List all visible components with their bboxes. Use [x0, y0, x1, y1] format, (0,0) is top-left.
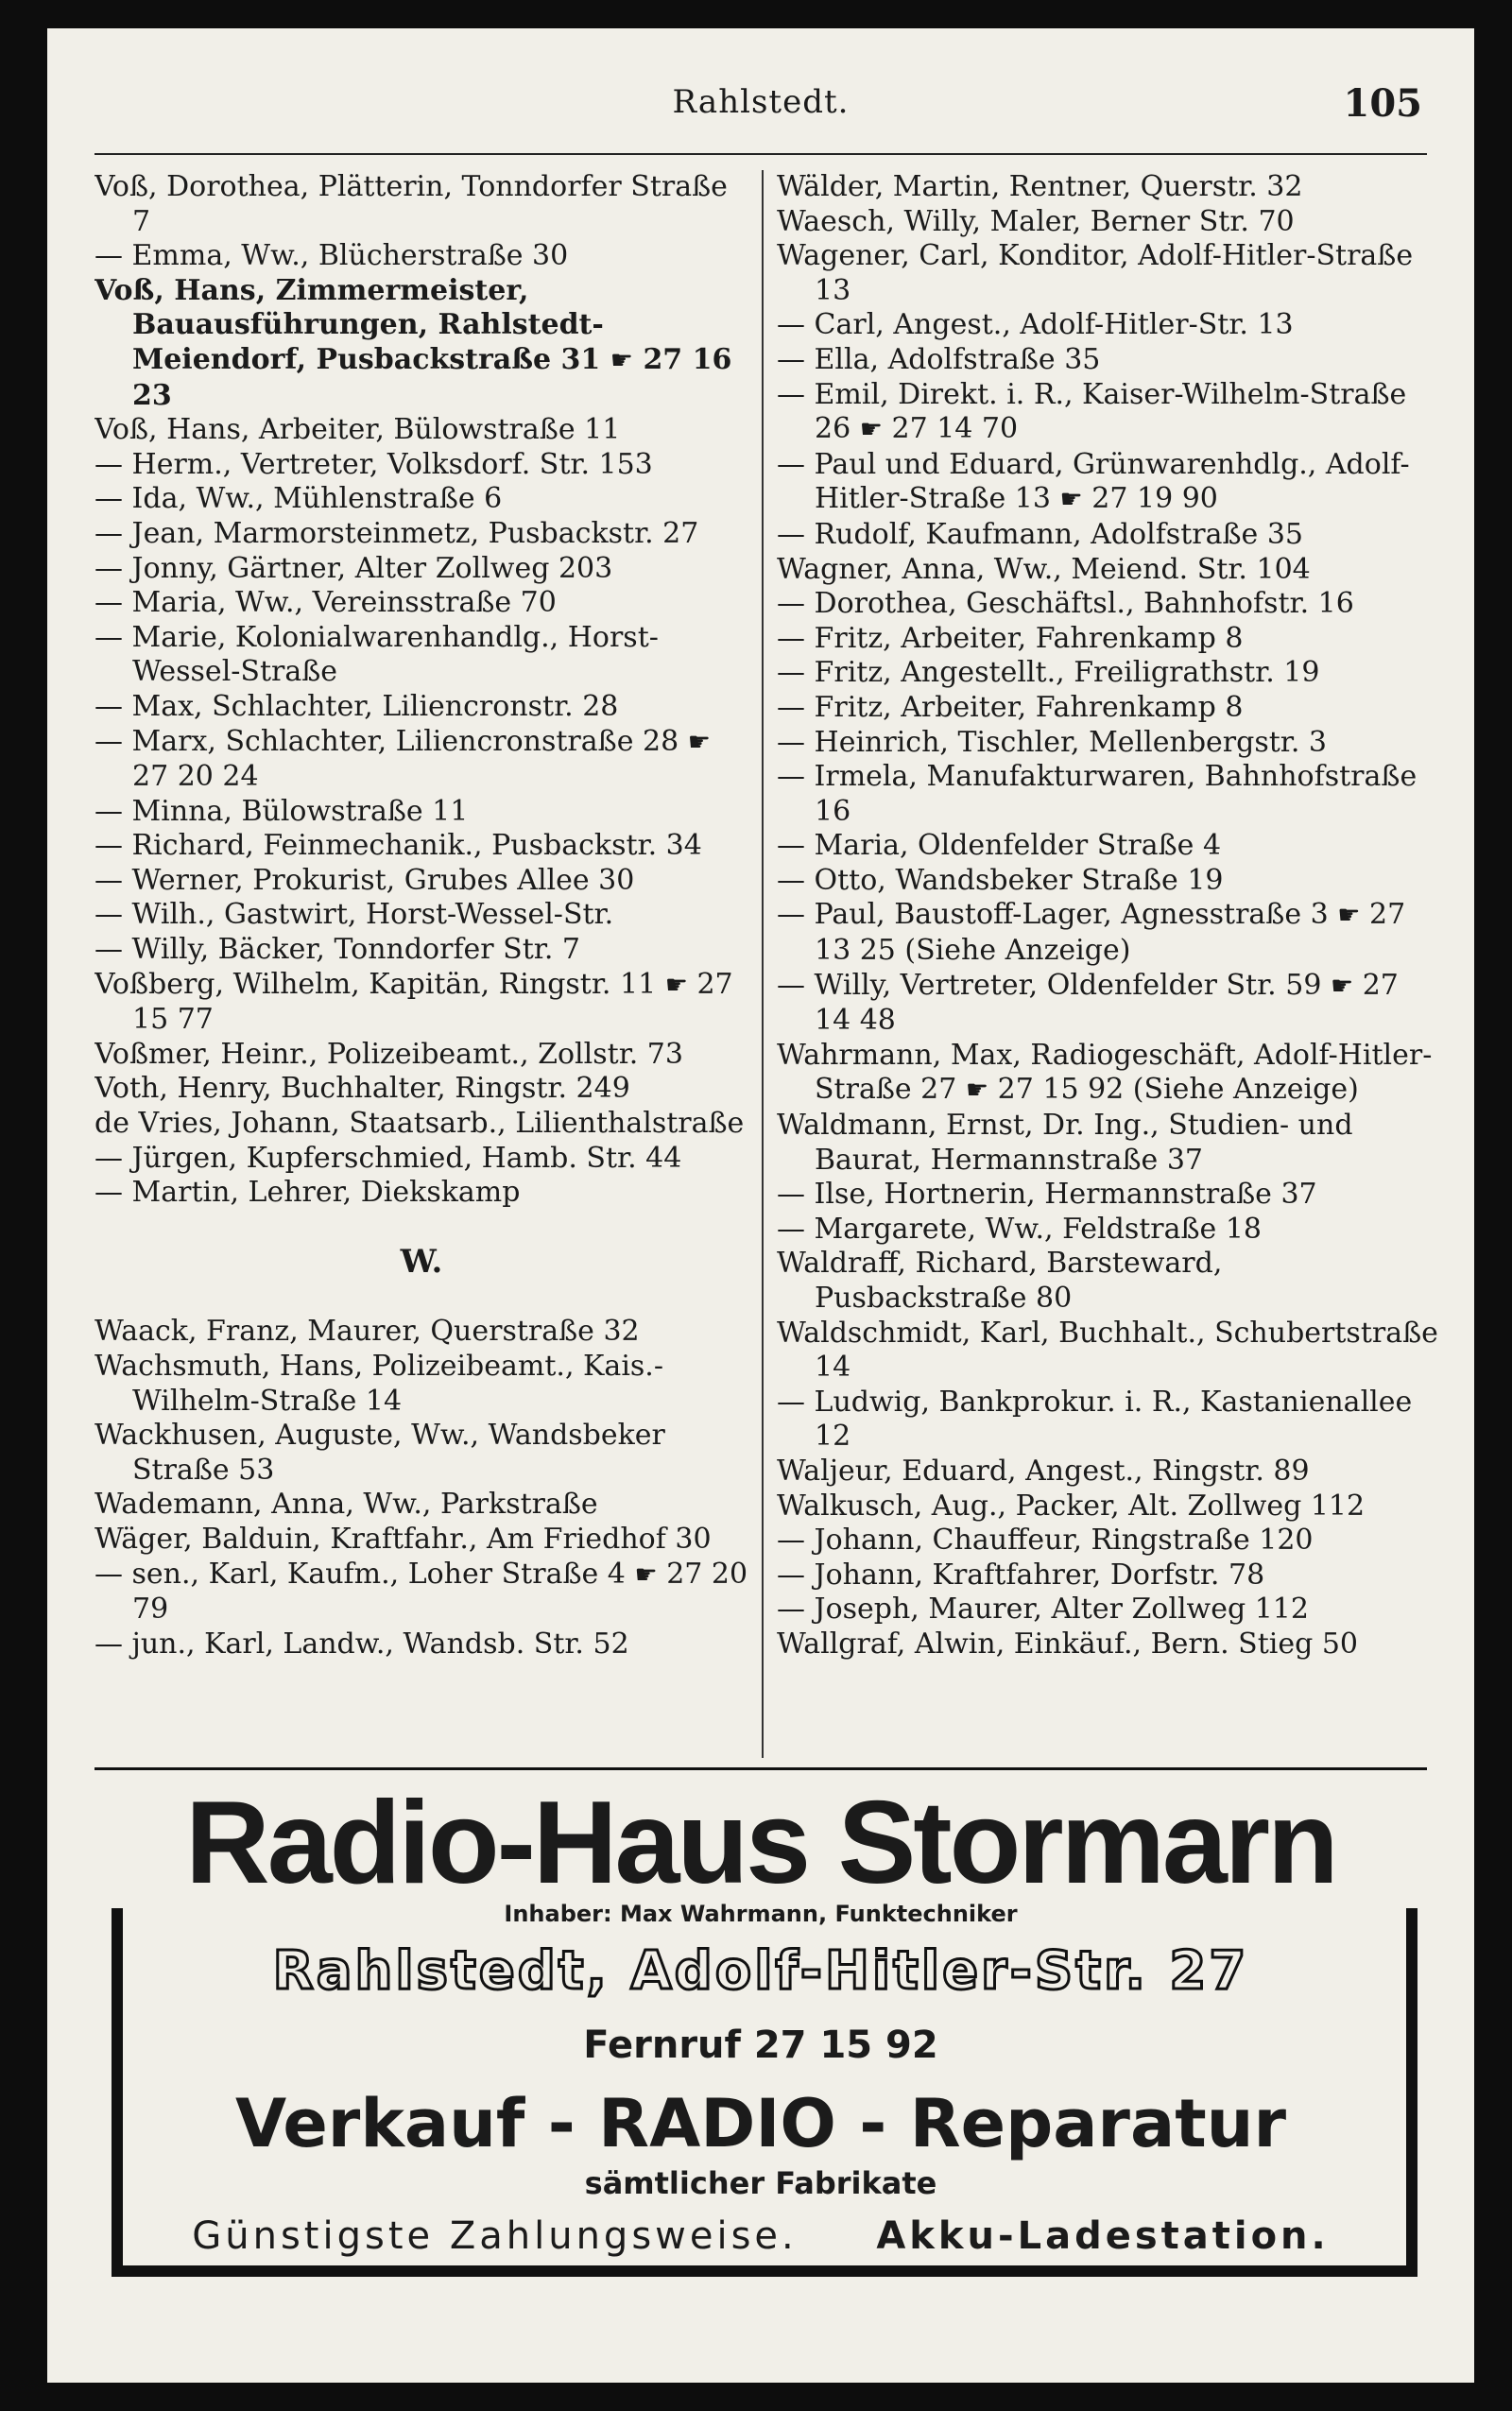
directory-entry	[777, 1247, 1438, 1316]
directory-entry	[777, 829, 1438, 864]
directory-entry	[777, 1627, 1438, 1662]
phone-number: 27 14 48	[815, 968, 1399, 1038]
directory-entry	[777, 448, 1438, 518]
entry-text: — Fritz, Arbeiter, Fahrenkamp 8	[777, 690, 1244, 724]
phone-hand-icon: ☛	[1059, 485, 1083, 515]
directory-entry	[94, 829, 748, 864]
entry-text: — Paul und Eduard, Grünwarenhdlg., Adolf-Hitler-Straße 13	[777, 447, 1410, 516]
entry-text: — Emma, Ww., Blücherstraße 30	[94, 239, 569, 273]
directory-entry	[777, 170, 1438, 205]
directory-entry	[777, 969, 1438, 1039]
entry-text: Wagner, Anna, Ww., Meiend. Str. 104	[777, 552, 1311, 586]
directory-entry	[94, 690, 748, 725]
directory-entry	[94, 1315, 748, 1350]
directory-entry	[94, 795, 748, 830]
directory-entry	[777, 1559, 1438, 1593]
directory-entry	[777, 760, 1438, 829]
directory-entry	[94, 482, 748, 517]
entry-text: Waljeur, Eduard, Angest., Ringstr. 89	[777, 1454, 1310, 1488]
entry-text: — Dorothea, Geschäftsl., Bahnhofstr. 16	[777, 587, 1354, 621]
entry-text: — Ella, Adolfstraße 35	[777, 342, 1101, 376]
ad-title: Radio-Haus Stormarn	[185, 1778, 1336, 1908]
entry-text: — Johann, Chauffeur, Ringstraße 120	[777, 1524, 1314, 1558]
entry-text: — Werner, Prokurist, Grubes Allee 30	[94, 863, 635, 897]
entry-text: Wallgraf, Alwin, Einkäuf., Bern. Stieg 50	[777, 1627, 1359, 1661]
entry-text: — Carl, Angest., Adolf-Hitler-Str. 13	[777, 308, 1294, 342]
entry-text: — Ludwig, Bankprokur. i. R., Kastanienallee 12	[777, 1385, 1413, 1454]
directory-entry	[777, 1213, 1438, 1248]
entry-text: — Emil, Direkt. i. R., Kaiser-Wilhelm-Straße 26	[777, 377, 1407, 446]
entry-text: de Vries, Johann, Staatsarb., Lilienthalstraße	[94, 1107, 745, 1141]
directory-entry	[94, 586, 748, 621]
entry-text: Voßberg, Wilhelm, Kapitän, Ringstr. 11	[94, 967, 657, 1001]
phone-number: 27 19 90	[1091, 482, 1218, 516]
running-title: Rahlstedt.	[672, 83, 850, 121]
directory-entry	[777, 239, 1438, 308]
entry-text: — Maria, Ww., Vereinsstraße 70	[94, 586, 557, 620]
entry-text: — Fritz, Arbeiter, Fahrenkamp 8	[777, 621, 1244, 655]
directory-entry	[777, 1386, 1438, 1455]
directory-entry	[777, 205, 1438, 240]
directory-entry	[94, 1558, 748, 1627]
ad-tagline: Verkauf - RADIO - Reparatur	[234, 2085, 1287, 2162]
entry-text: — Ilse, Hortnerin, Hermannstraße 37	[777, 1178, 1317, 1212]
entry-text: Wademann, Anna, Ww., Parkstraße	[94, 1488, 598, 1522]
phone-hand-icon: ☛	[859, 415, 883, 445]
entry-text: Wagener, Carl, Konditor, Adolf-Hitler-Straße 13	[777, 239, 1414, 307]
entry-text: — Maria, Oldenfelder Straße 4	[777, 829, 1222, 863]
directory-entry	[94, 898, 748, 933]
ad-address: Rahlstedt, Adolf-Hitler-Str. 27	[272, 1940, 1249, 2002]
directory-entry	[94, 1488, 748, 1523]
ad-footer	[94, 2214, 1427, 2258]
directory-entry	[777, 378, 1438, 448]
directory-entry	[777, 1524, 1438, 1559]
directory-entry	[94, 864, 748, 899]
phone-number: 27 16 23	[132, 342, 732, 412]
entry-text: — Heinrich, Tischler, Mellenbergstr. 3	[777, 725, 1327, 759]
page-number: 105	[1343, 81, 1422, 126]
left-column	[94, 170, 748, 1748]
directory-entry	[94, 1350, 748, 1419]
phone-hand-icon: ☛	[664, 970, 688, 1000]
directory-entry	[777, 1178, 1438, 1213]
entry-text: Walkusch, Aug., Packer, Alt. Zollweg 112	[777, 1489, 1366, 1523]
phone-hand-icon: ☛	[1337, 901, 1361, 931]
entry-text: — Willy, Vertreter, Oldenfelder Str. 59	[777, 968, 1322, 1002]
directory-entry	[777, 1109, 1438, 1178]
phone-number: 27 14 70	[891, 412, 1019, 446]
directory-entry	[94, 1176, 748, 1211]
entry-text: — Minna, Bülowstraße 11	[94, 794, 469, 828]
entry-text: — jun., Karl, Landw., Wandsb. Str. 52	[94, 1627, 629, 1661]
phone-hand-icon: ☛	[634, 1559, 658, 1590]
entry-text: Waldmann, Ernst, Dr. Ing., Studien- und Baurat, Hermannstraße 37	[777, 1109, 1353, 1177]
directory-entry	[94, 725, 748, 795]
entry-text: — Max, Schlachter, Liliencronstr. 28	[94, 689, 619, 723]
directory-entry	[94, 1419, 748, 1488]
entry-text: Voßmer, Heinr., Polizeibeamt., Zollstr. 73	[94, 1037, 683, 1071]
entry-text: — Richard, Feinmechanik., Pusbackstr. 34	[94, 829, 702, 863]
phone-number: 27 20 79	[132, 1557, 748, 1627]
directory-entry	[94, 621, 748, 690]
entry-text: Waldschmidt, Karl, Buchhalt., Schubertstraße 14	[777, 1316, 1438, 1385]
header-rule	[94, 153, 1427, 155]
entry-text: — Johann, Kraftfahrer, Dorfstr. 78	[777, 1558, 1265, 1592]
entry-text: — Joseph, Maurer, Alter Zollweg 112	[777, 1593, 1309, 1627]
directory-entry	[777, 864, 1438, 899]
directory-entry	[94, 170, 748, 239]
entry-text: Waldraff, Richard, Barsteward, Pusbackstraße 80	[777, 1247, 1223, 1315]
entry-text: — Martin, Lehrer, Diekskamp	[94, 1176, 521, 1210]
ad-brands: sämtlicher Fabrikate	[584, 2165, 937, 2201]
entry-text: — Wilh., Gastwirt, Horst-Wessel-Str.	[94, 898, 614, 932]
directory-entry	[94, 1142, 748, 1177]
phone-number: 27 20 24	[132, 760, 259, 794]
directory-entry	[94, 968, 748, 1038]
entry-text: Wackhusen, Auguste, Ww., Wandsbeker Straße 53	[94, 1419, 665, 1487]
directory-entry	[777, 343, 1438, 378]
column-divider	[762, 170, 764, 1758]
directory-entry	[94, 1627, 748, 1662]
directory-entry	[777, 1039, 1438, 1109]
page-header	[47, 74, 1474, 149]
phone-number: 27 15 92 (Siehe Anzeige)	[997, 1073, 1359, 1107]
ad-footer-payment: Günstigste Zahlungsweise.	[192, 2214, 798, 2258]
entry-text: Voß, Hans, Zimmermeister, Bauausführungen, Rahlstedt-Meiendorf, Pusbackstraße 31	[94, 273, 604, 376]
directory-entry	[94, 239, 748, 274]
directory-entry	[777, 1593, 1438, 1627]
entry-text: — Willy, Bäcker, Tonndorfer Str. 7	[94, 933, 580, 967]
entry-text: — Herm., Vertreter, Volksdorf. Str. 153	[94, 447, 653, 481]
directory-entry	[94, 1072, 748, 1107]
directory-entry	[777, 1317, 1438, 1386]
entry-text: — Jürgen, Kupferschmied, Hamb. Str. 44	[94, 1141, 682, 1175]
directory-entry	[777, 656, 1438, 691]
entry-text: — Jean, Marmorsteinmetz, Pusbackstr. 27	[94, 516, 699, 550]
entry-text: — Otto, Wandsbeker Straße 19	[777, 863, 1224, 897]
directory-entry	[777, 1490, 1438, 1524]
entry-text: — Jonny, Gärtner, Alter Zollweg 203	[94, 551, 613, 585]
entry-text: Wahrmann, Max, Radiogeschäft, Adolf-Hitler-Straße 27	[777, 1038, 1433, 1107]
phone-hand-icon: ☛	[687, 727, 711, 757]
entry-text: — Margarete, Ww., Feldstraße 18	[777, 1212, 1263, 1246]
entry-text: — Marx, Schlachter, Liliencronstraße 28	[94, 724, 679, 758]
directory-entry	[777, 898, 1438, 968]
directory-entry	[94, 274, 748, 413]
phone-hand-icon: ☛	[610, 345, 633, 375]
entry-text: — Fritz, Angestellt., Freiligrathstr. 19	[777, 656, 1320, 690]
phone-number: 27 15 77	[132, 967, 733, 1037]
directory-entry	[777, 587, 1438, 622]
entry-text: Voß, Hans, Arbeiter, Bülowstraße 11	[94, 413, 621, 447]
phone-number: 27 13 25 (Siehe Anzeige)	[815, 898, 1406, 968]
directory-entry	[94, 933, 748, 968]
entry-text: — Paul, Baustoff-Lager, Agnesstraße 3	[777, 898, 1329, 932]
phone-hand-icon: ☛	[965, 1076, 989, 1106]
directory-entry	[94, 448, 748, 483]
section-letter: W.	[400, 1242, 443, 1281]
entry-text: — Rudolf, Kaufmann, Adolfstraße 35	[777, 517, 1303, 551]
directory-entry	[94, 517, 748, 552]
directory-entry	[777, 553, 1438, 588]
entry-text: — Irmela, Manufakturwaren, Bahnhofstraße 16	[777, 760, 1418, 828]
entry-text: Waesch, Willy, Maler, Berner Str. 70	[777, 204, 1295, 238]
directory-entry	[94, 413, 748, 448]
directory-entry	[94, 552, 748, 587]
entry-text: Wälder, Martin, Rentner, Querstr. 32	[777, 170, 1303, 203]
directory-entry	[777, 691, 1438, 726]
entry-text: Wachsmuth, Hans, Polizeibeamt., Kais.-Wilhelm-Straße 14	[94, 1350, 663, 1418]
phone-hand-icon: ☛	[1330, 971, 1354, 1001]
directory-page	[47, 28, 1474, 2383]
advertisement-rule	[94, 1767, 1427, 1770]
directory-entry	[777, 518, 1438, 553]
entry-text: Voth, Henry, Buchhalter, Ringstr. 249	[94, 1072, 630, 1106]
directory-entry	[777, 726, 1438, 761]
entry-text: — Ida, Ww., Mühlenstraße 6	[94, 482, 503, 516]
ad-owner: Inhaber: Max Wahrmann, Funktechniker	[504, 1901, 1018, 1927]
directory-entry	[94, 1038, 748, 1073]
entry-text: Voß, Dorothea, Plätterin, Tonndorfer Straße 7	[94, 170, 728, 238]
right-column	[777, 170, 1438, 1748]
directory-entry	[777, 1455, 1438, 1490]
directory-entry	[777, 308, 1438, 343]
entry-text: — Marie, Kolonialwarenhandlg., Horst-Wessel-Straße	[94, 620, 659, 689]
entry-text: — sen., Karl, Kaufm., Loher Straße 4	[94, 1557, 626, 1591]
entry-text: Waack, Franz, Maurer, Querstraße 32	[94, 1315, 640, 1349]
directory-entry	[777, 622, 1438, 657]
ad-footer-charging: Akku-Ladestation.	[876, 2214, 1330, 2258]
advertisement	[94, 1778, 1427, 2297]
entry-text: Wäger, Balduin, Kraftfahr., Am Friedhof 30	[94, 1522, 712, 1556]
directory-entry	[94, 1523, 748, 1558]
directory-entry	[94, 1107, 748, 1142]
ad-phone: Fernruf 27 15 92	[583, 2024, 938, 2067]
